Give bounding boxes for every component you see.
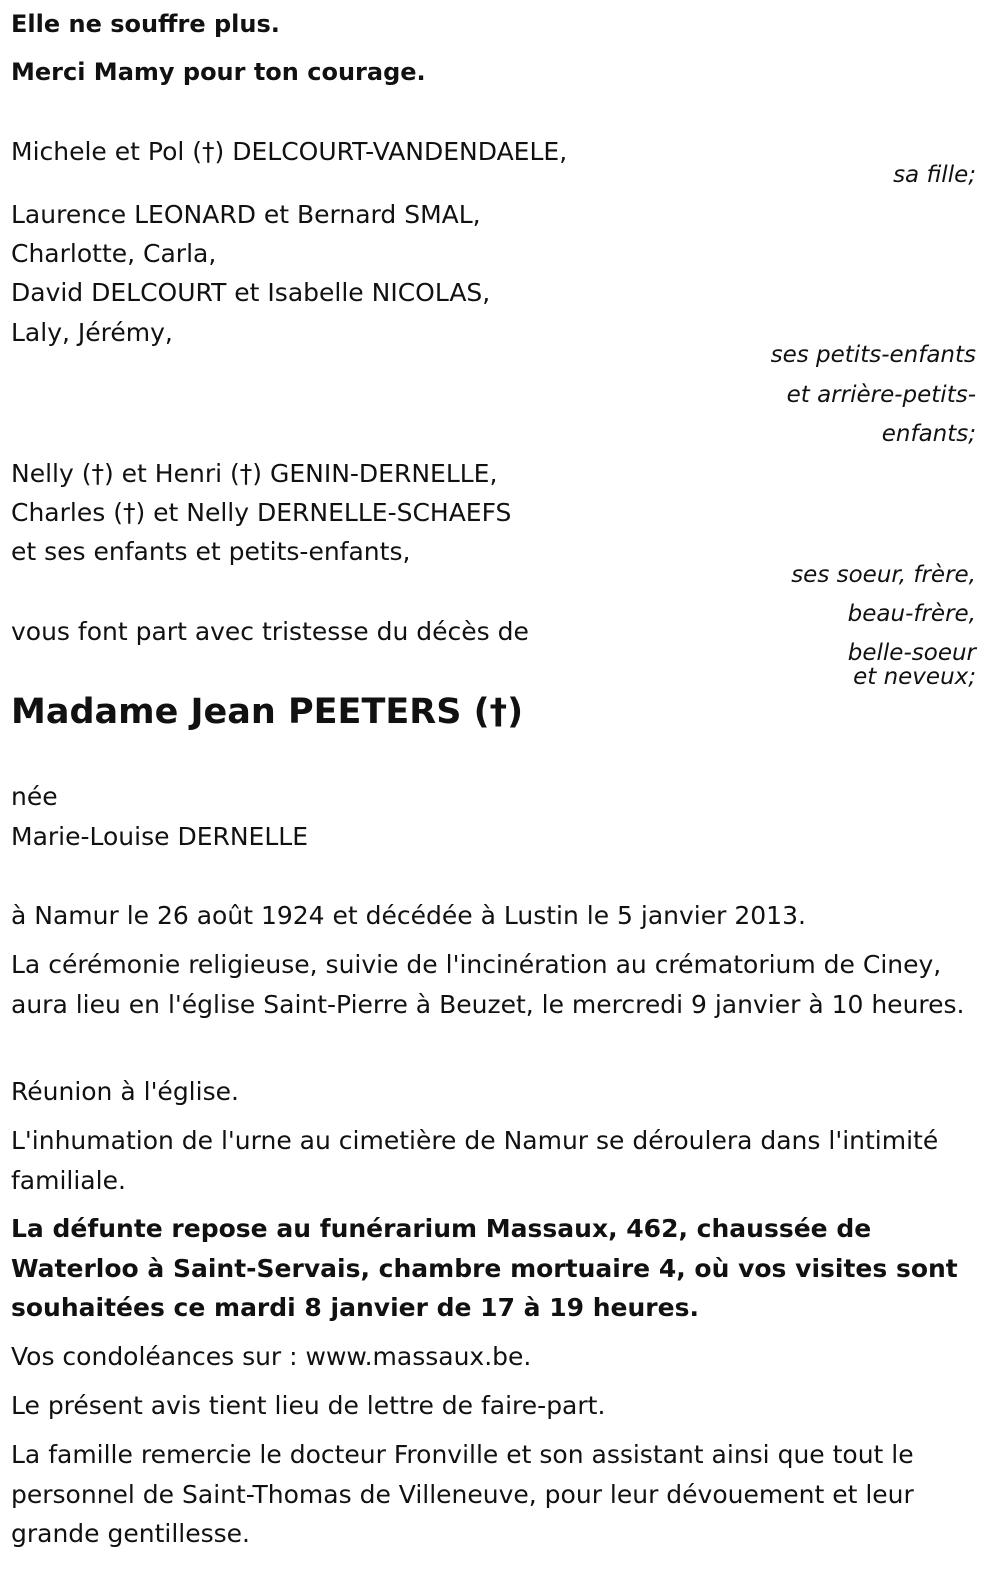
siblings-role-line: belle-soeur <box>847 640 976 666</box>
grandchildren-role-line: ses petits-enfants <box>770 342 976 368</box>
siblings-line: Nelly (†) et Henri (†) GENIN-DERNELLE, <box>11 459 498 488</box>
grandchildren-role-line: et arrière-petits- <box>786 382 976 408</box>
deceased-name: Madame Jean PEETERS (†) <box>11 692 524 732</box>
maiden-name: Marie-Louise DERNELLE <box>11 822 309 851</box>
notice-paragraph: Le présent avis tient lieu de lettre de faire-part. <box>11 1391 606 1420</box>
meeting-paragraph: Réunion à l'église. <box>11 1077 239 1106</box>
thanks-paragraph: La famille remercie le docteur Fronville et son assistant ainsi que tout le personnel de Saint-Thomas de Villeneuve, pour leur dévouement et leur grande gentillesse. <box>11 1440 914 1548</box>
daughter-role: sa fille; <box>893 162 976 188</box>
birth-death-line: à Namur le 26 août 1924 et décédée à Lustin le 5 janvier 2013. <box>11 901 806 930</box>
grandchildren-line: Laurence LEONARD et Bernard SMAL, <box>11 200 481 229</box>
grandchildren-line: David DELCOURT et Isabelle NICOLAS, <box>11 278 491 307</box>
announcement-intro: vous font part avec tristesse du décès de <box>11 617 529 646</box>
ceremony-paragraph: La cérémonie religieuse, suivie de l'incinération au crématorium de Ciney, aura lieu en l'église Saint-Pierre à Beuzet, le mercredi 9 janvier à 10 heures. <box>11 950 965 1019</box>
funeral-home-paragraph: La défunte repose au funérarium Massaux, 462, chaussée de Waterloo à Saint-Servais, chambre mortuaire 4, où vos visites sont souhaitées ce mardi 8 janvier de 17 à 19 heures. <box>11 1214 958 1322</box>
grandchildren-role-line: enfants; <box>881 421 976 447</box>
condolences-paragraph: Vos condoléances sur : www.massaux.be. <box>11 1342 532 1371</box>
burial-paragraph: L'inhumation de l'urne au cimetière de Namur se déroulera dans l'intimité familiale. <box>11 1126 939 1195</box>
siblings-role-line: ses soeur, frère, <box>791 562 976 588</box>
siblings-line: Charles (†) et Nelly DERNELLE-SCHAEFS <box>11 498 512 527</box>
grandchildren-line: Laly, Jérémy, <box>11 318 173 347</box>
daughter-line: Michele et Pol (†) DELCOURT-VANDENDAELE, <box>11 137 568 166</box>
siblings-role-line: et neveux; <box>853 664 976 690</box>
header-line-1: Elle ne souffre plus. <box>11 10 280 38</box>
siblings-role-line: beau-frère, <box>847 601 976 627</box>
header-line-2: Merci Mamy pour ton courage. <box>11 58 426 86</box>
siblings-line: et ses enfants et petits-enfants, <box>11 537 411 566</box>
grandchildren-line: Charlotte, Carla, <box>11 239 217 268</box>
born-label: née <box>11 782 58 811</box>
